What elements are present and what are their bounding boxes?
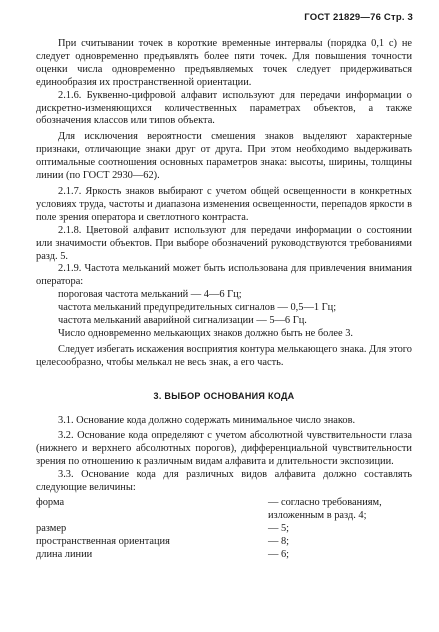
paragraph: 2.1.7. Яркость знаков выбирают с учетом общей освещенности в конкретных условиях труда, частоты и диапазона изменения освещенности, перепадов яркости в поле зрения оператора и светлотного контраста. — [36, 185, 412, 223]
value-row — [36, 523, 412, 536]
value-name: размер — [36, 522, 67, 534]
paragraph: Для исключения вероятности смешения знаков выделяют характерные признаки, отличающие знаки друг от друга. При этом необходимо выдерживать оптимальные соотношения основных параметров знака: высоты, ширины, толщины линии (по ГОСТ 2930—62). — [36, 131, 412, 182]
paragraph: При считывании точек в короткие временные интервалы (порядка 0,1 с) не следует одновременно предъявлять более пяти точек. Для повышения точности оценки числа одновременно предъявляемых точек следует придерживаться единообразия их пространственной ориентации. — [36, 38, 412, 88]
value-row — [36, 497, 412, 523]
paragraph: 3.1. Основание кода должно содержать минимальное число знаков. — [58, 414, 356, 426]
paragraph: 2.1.6. Буквенно-цифровой алфавит используют для передачи информации о дискретно-изменяющихся количественных параметрах объектов, а также обозначения классов или типов объекта. — [36, 89, 412, 127]
value-text: — согласно требованиям, изложенным в разд. 4; — [268, 497, 382, 521]
paragraph: 2.1.9. Частота мельканий может быть использована для привлечения внимания оператора: — [36, 263, 412, 288]
value-text: — 6; — [268, 548, 290, 560]
value-name: пространственная ориентация — [36, 535, 170, 547]
section-title: 3. ВЫБОР ОСНОВАНИЯ КОДА — [153, 390, 295, 401]
value-name: длина линии — [36, 548, 93, 560]
list-item: частота мельканий предупредительных сигналов — 0,5—1 Гц; — [58, 302, 337, 314]
list-item: частота мельканий аварийной сигнализации — 5—6 Гц. — [58, 315, 307, 327]
value-row — [36, 536, 412, 549]
paragraph: 3.3. Основание кода для различных видов алфавита должно составлять следующие величины: — [36, 469, 412, 494]
page-header: ГОСТ 21829—76 Стр. 3 — [304, 12, 413, 23]
value-text: — 5; — [268, 522, 290, 534]
paragraph: Число одновременно мелькающих знаков должно быть не более 3. — [58, 327, 354, 339]
value-row — [36, 549, 412, 562]
document-body — [36, 38, 412, 562]
paragraph: 3.2. Основание кода определяют с учетом абсолютной чувствительности глаза (нижнего и верхнего абсолютных порогов), дифференциальной чувствительности зрения по отношению к различным видам алфавита и длительности экспозиции. — [36, 430, 412, 468]
paragraph: 2.1.8. Цветовой алфавит используют для передачи информации о состоянии или значимости объектов. При выборе обозначений руководствуются требованиями разд. 5. — [36, 224, 412, 262]
paragraph: Следует избегать искажения восприятия контура мелькающего знака. Для этого целесообразно, чтобы мелькал не весь знак, а его часть. — [36, 343, 412, 368]
value-text: — 8; — [268, 535, 290, 547]
value-name: форма — [36, 497, 65, 508]
list-item: пороговая частота мельканий — 4—6 Гц; — [58, 289, 242, 301]
